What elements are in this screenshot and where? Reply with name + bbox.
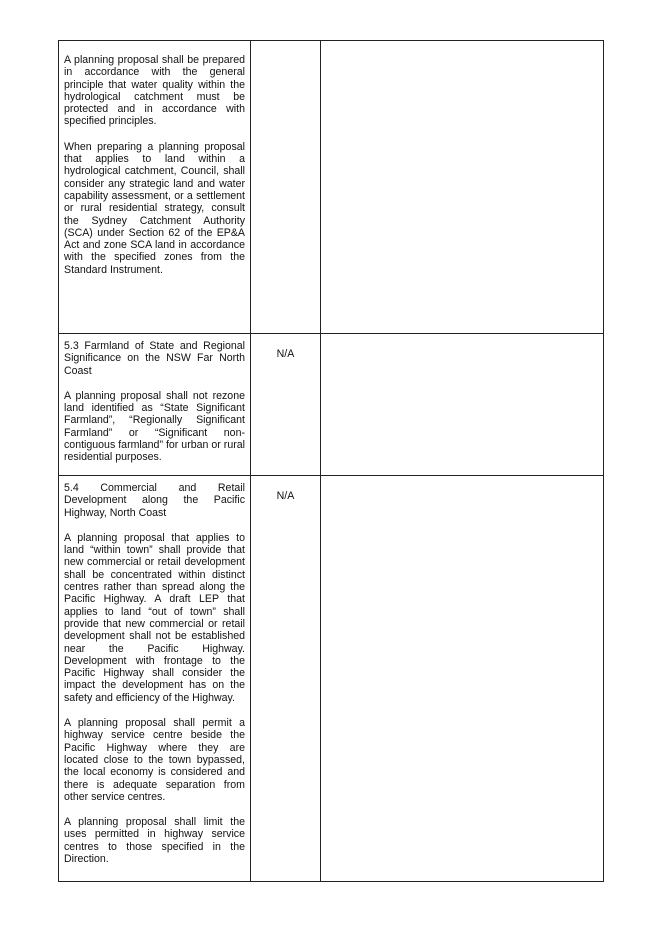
consistency-cell [251, 334, 321, 476]
consistency-cell [251, 476, 321, 882]
table-row [59, 41, 604, 334]
table-row [59, 476, 604, 882]
direction-heading: 5.3 Farmland of State and Regional Significance on the NSW Far North Coast [64, 340, 245, 377]
consistency-value: N/A [276, 490, 295, 502]
direction-cell [59, 41, 251, 334]
direction-cell [59, 476, 251, 882]
direction-paragraph: When preparing a planning proposal that applies to land within a hydrological catchment, Council, shall consider any strategic land and water capability assessment, or a settlement or rural residential strategy, consult the Sydney Catchment Authority (SCA) under Section 62 of the EP&A Act and zone SCA land in accordance with the specified zones from the Standard Instrument. [64, 140, 245, 276]
comment-cell [321, 476, 604, 882]
direction-paragraph: A planning proposal that applies to land “within town” shall provide that new commercial or retail development shall be concentrated within distinct centres rather than spread along the Pacific Highway. A draft LEP that applies to land “out of town” shall provide that new commercial or retail development shall not be established near the Pacific Highway. Development with frontage to the Pacific Highway shall consider the impact the development has on the safety and efficiency of the Highway. [64, 531, 245, 704]
direction-paragraph: A planning proposal shall limit the uses permitted in highway service centres to those specified in the Direction. [64, 816, 245, 866]
consistency-value [251, 41, 320, 55]
direction-heading: 5.4 Commercial and Retail Development along the Pacific Highway, North Coast [64, 482, 245, 519]
table-row [59, 334, 604, 476]
comment-cell [321, 41, 604, 334]
direction-cell [59, 334, 251, 476]
direction-paragraph: A planning proposal shall be prepared in accordance with the general principle that water quality within the hydrological catchment must be protected and in accordance with specified principles. [64, 54, 245, 128]
direction-paragraph: A planning proposal shall not rezone land identified as “State Significant Farmland”, “Regionally Significant Farmland” or “Significant non-contiguous farmland” for urban or rural residential purposes. [64, 389, 245, 464]
policy-direction-table [58, 40, 604, 882]
consistency-value: N/A [276, 348, 295, 360]
consistency-cell [251, 41, 321, 334]
direction-paragraph: A planning proposal shall permit a highway service centre beside the Pacific Highway where they are located close to the town bypassed, the local economy is considered and there is adequate separation from other service centres. [64, 717, 245, 803]
comment-cell [321, 334, 604, 476]
